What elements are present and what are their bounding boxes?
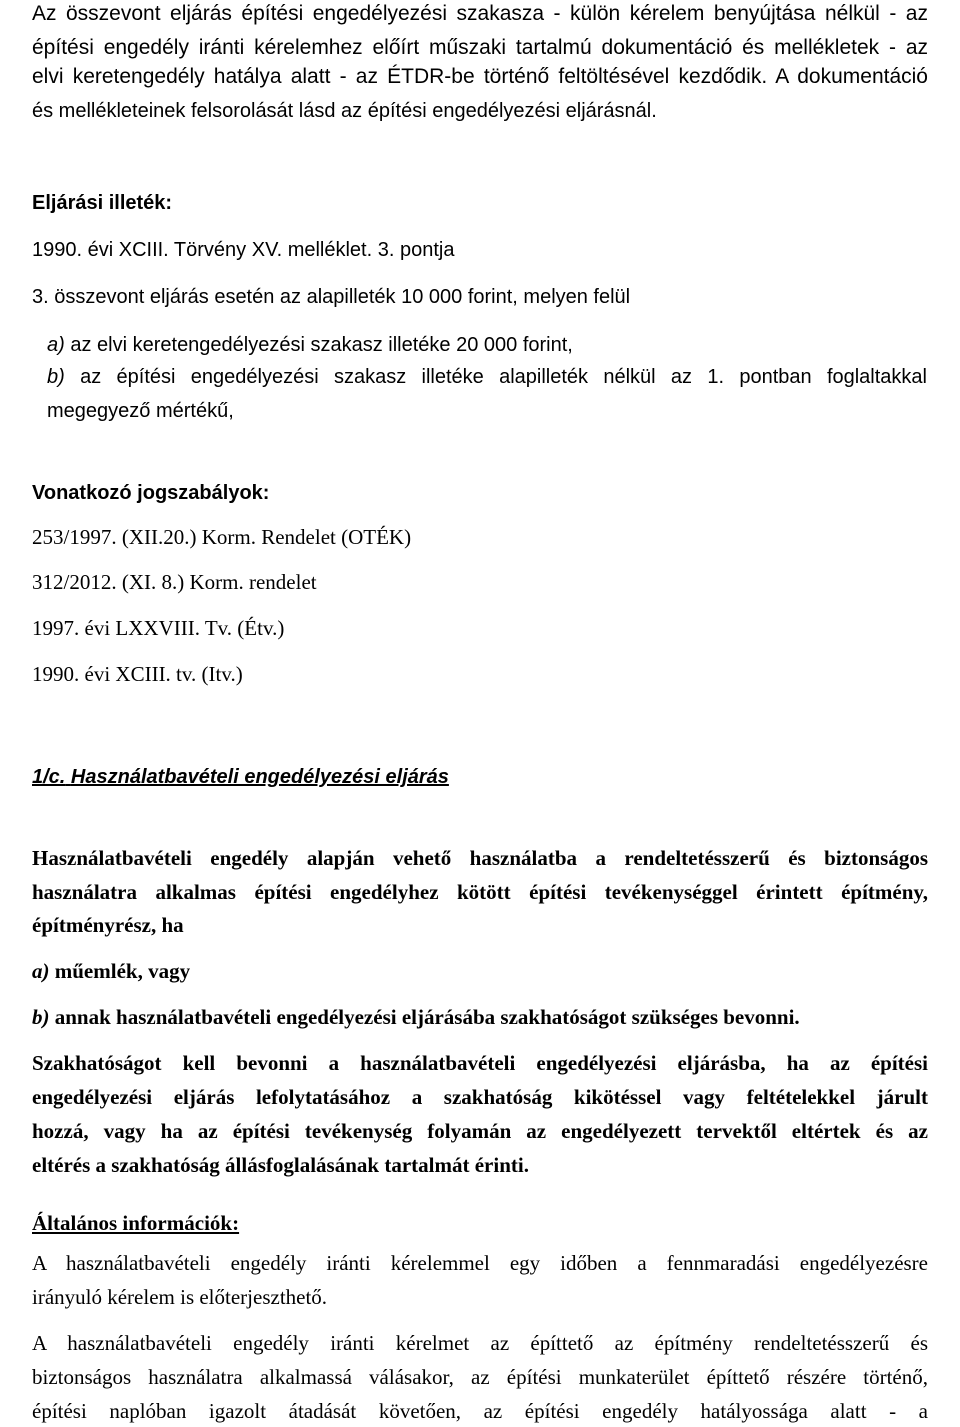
section-para2-line-4: eltérés a szakhatóság állásfoglalásának tartalmát érinti. (32, 1153, 529, 1177)
fee-item-b (47, 365, 927, 389)
law-item-4: 1990. évi XCIII. tv. (Itv.) (32, 662, 243, 686)
laws-heading: Vonatkozó jogszabályok: (32, 482, 270, 504)
fee-item-b-cont: megegyező mértékű, (47, 400, 234, 422)
fee-law-ref: 1990. évi XCIII. Törvény XV. melléklet. 3. pontja (32, 239, 455, 261)
section-title-text: Használatbavételi engedélyezési eljárás (70, 766, 449, 788)
fee-item-a-text: az elvi keretengedélyezési szakasz illetéke 20 000 forint, (64, 334, 573, 356)
section-para1-line-2: használatra alkalmas építési engedélyhez kötött építési tevékenységgel érintett építmény, (32, 880, 928, 904)
general-para2-line-3: építési naplóban igazolt átadását követően, az építési engedély hatályossága alatt - a (32, 1399, 928, 1423)
general-para1-line-1: A használatbavételi engedély iránti kérelemmel egy időben a fennmaradási engedélyezésre (32, 1251, 928, 1275)
general-para2-line-2: biztonságos használatra alkalmassá válásakor, az építési munkaterület építtető részére történő, (32, 1365, 928, 1389)
section-para2-line-2: engedélyezési eljárás lefolytatásához a szakhatóság kikötéssel vagy feltételekkel járult (32, 1085, 928, 1109)
general-para1-line-2: irányuló kérelem is előterjeszthető. (32, 1285, 328, 1309)
section-cond-a-text: műemlék, vagy (49, 959, 191, 983)
intro-line-1: Az összevont eljárás építési engedélyezési szakasza - külön kérelem benyújtása nélkül - az (32, 2, 928, 25)
intro-line-3: elvi keretengedély hatálya alatt - az ÉTDR-be történő feltöltésével kezdődik. A dokumentáció (32, 65, 928, 88)
section-para2-line-1: Szakhatóságot kell bevonni a használatbavételi engedélyezési eljárásba, ha az építési (32, 1051, 928, 1075)
section-cond-b (32, 1005, 800, 1029)
law-item-3: 1997. évi LXXVIII. Tv. (Étv.) (32, 616, 285, 640)
fee-item-b-marker: b) (47, 366, 65, 388)
section-cond-a-marker: a) (32, 959, 50, 983)
intro-line-4: és mellékleteinek felsorolását lásd az építési engedélyezési eljárásnál. (32, 100, 657, 122)
fee-item-b-text: az építési engedélyezési szakasz illetéke alapilleték nélkül az 1. pontban foglaltakkal (64, 366, 927, 388)
section-number: 1/c. (32, 766, 66, 788)
general-heading: Általános információk: (32, 1211, 240, 1235)
law-item-2: 312/2012. (XI. 8.) Korm. rendelet (32, 570, 317, 594)
section-para2-line-3: hozzá, vagy ha az építési tevékenység folyamán az engedélyezett tervektől eltértek és az (32, 1119, 928, 1143)
section-title (32, 765, 449, 789)
general-para2-line-1: A használatbavételi engedély iránti kérelmet az építtető az építmény rendeltetésszerű és (32, 1331, 928, 1355)
fee-heading: Eljárási illeték: (32, 192, 173, 214)
section-para1-line-3: építményrész, ha (32, 913, 184, 937)
law-item-1: 253/1997. (XII.20.) Korm. Rendelet (OTÉK) (32, 525, 412, 549)
fee-intro: 3. összevont eljárás esetén az alapilleték 10 000 forint, melyen felül (32, 286, 631, 308)
fee-item-a-marker: a) (47, 334, 65, 356)
intro-line-2: építési engedély iránti kérelemhez előírt műszaki tartalmú dokumentáció és mellékletek - az (32, 36, 928, 59)
section-cond-a (32, 959, 190, 983)
section-cond-b-marker: b) (32, 1005, 50, 1029)
section-cond-b-text: annak használatbavételi engedélyezési eljárásába szakhatóságot szükséges bevonni. (49, 1005, 800, 1029)
section-para1-line-1: Használatbavételi engedély alapján vehető használatba a rendeltetésszerű és biztonságos (32, 846, 928, 870)
fee-item-a (47, 333, 573, 357)
